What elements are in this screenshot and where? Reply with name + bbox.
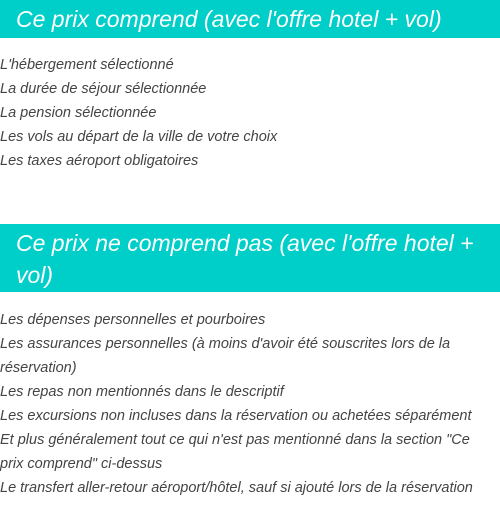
list-item: Les excursions non incluses dans la réservation ou achetées séparément bbox=[0, 408, 472, 424]
excluded-section-title: Ce prix ne comprend pas (avec l'offre hotel + vol) bbox=[0, 224, 500, 292]
excluded-items-list bbox=[0, 308, 494, 500]
list-item: Les repas non mentionnés dans le descriptif bbox=[0, 384, 284, 400]
list-item: Les dépenses personnelles et pourboires bbox=[0, 312, 266, 328]
list-item: L'hébergement sélectionné bbox=[0, 57, 174, 73]
list-item: La durée de séjour sélectionnée bbox=[0, 81, 207, 97]
list-item: Les vols au départ de la ville de votre choix bbox=[0, 129, 278, 145]
included-items-list bbox=[0, 53, 494, 173]
list-item: Le transfert aller-retour aéroport/hôtel, sauf si ajouté lors de la réservation bbox=[0, 480, 473, 496]
list-item: Et plus généralement tout ce qui n'est pas mentionné dans la section "Ce prix comprend" ci-dessus bbox=[0, 432, 470, 472]
list-item: Les taxes aéroport obligatoires bbox=[0, 153, 199, 169]
included-section-title: Ce prix comprend (avec l'offre hotel + vol) bbox=[0, 0, 500, 38]
list-item: Les assurances personnelles (à moins d'avoir été souscrites lors de la réservation) bbox=[0, 336, 451, 376]
list-item: La pension sélectionnée bbox=[0, 105, 157, 121]
